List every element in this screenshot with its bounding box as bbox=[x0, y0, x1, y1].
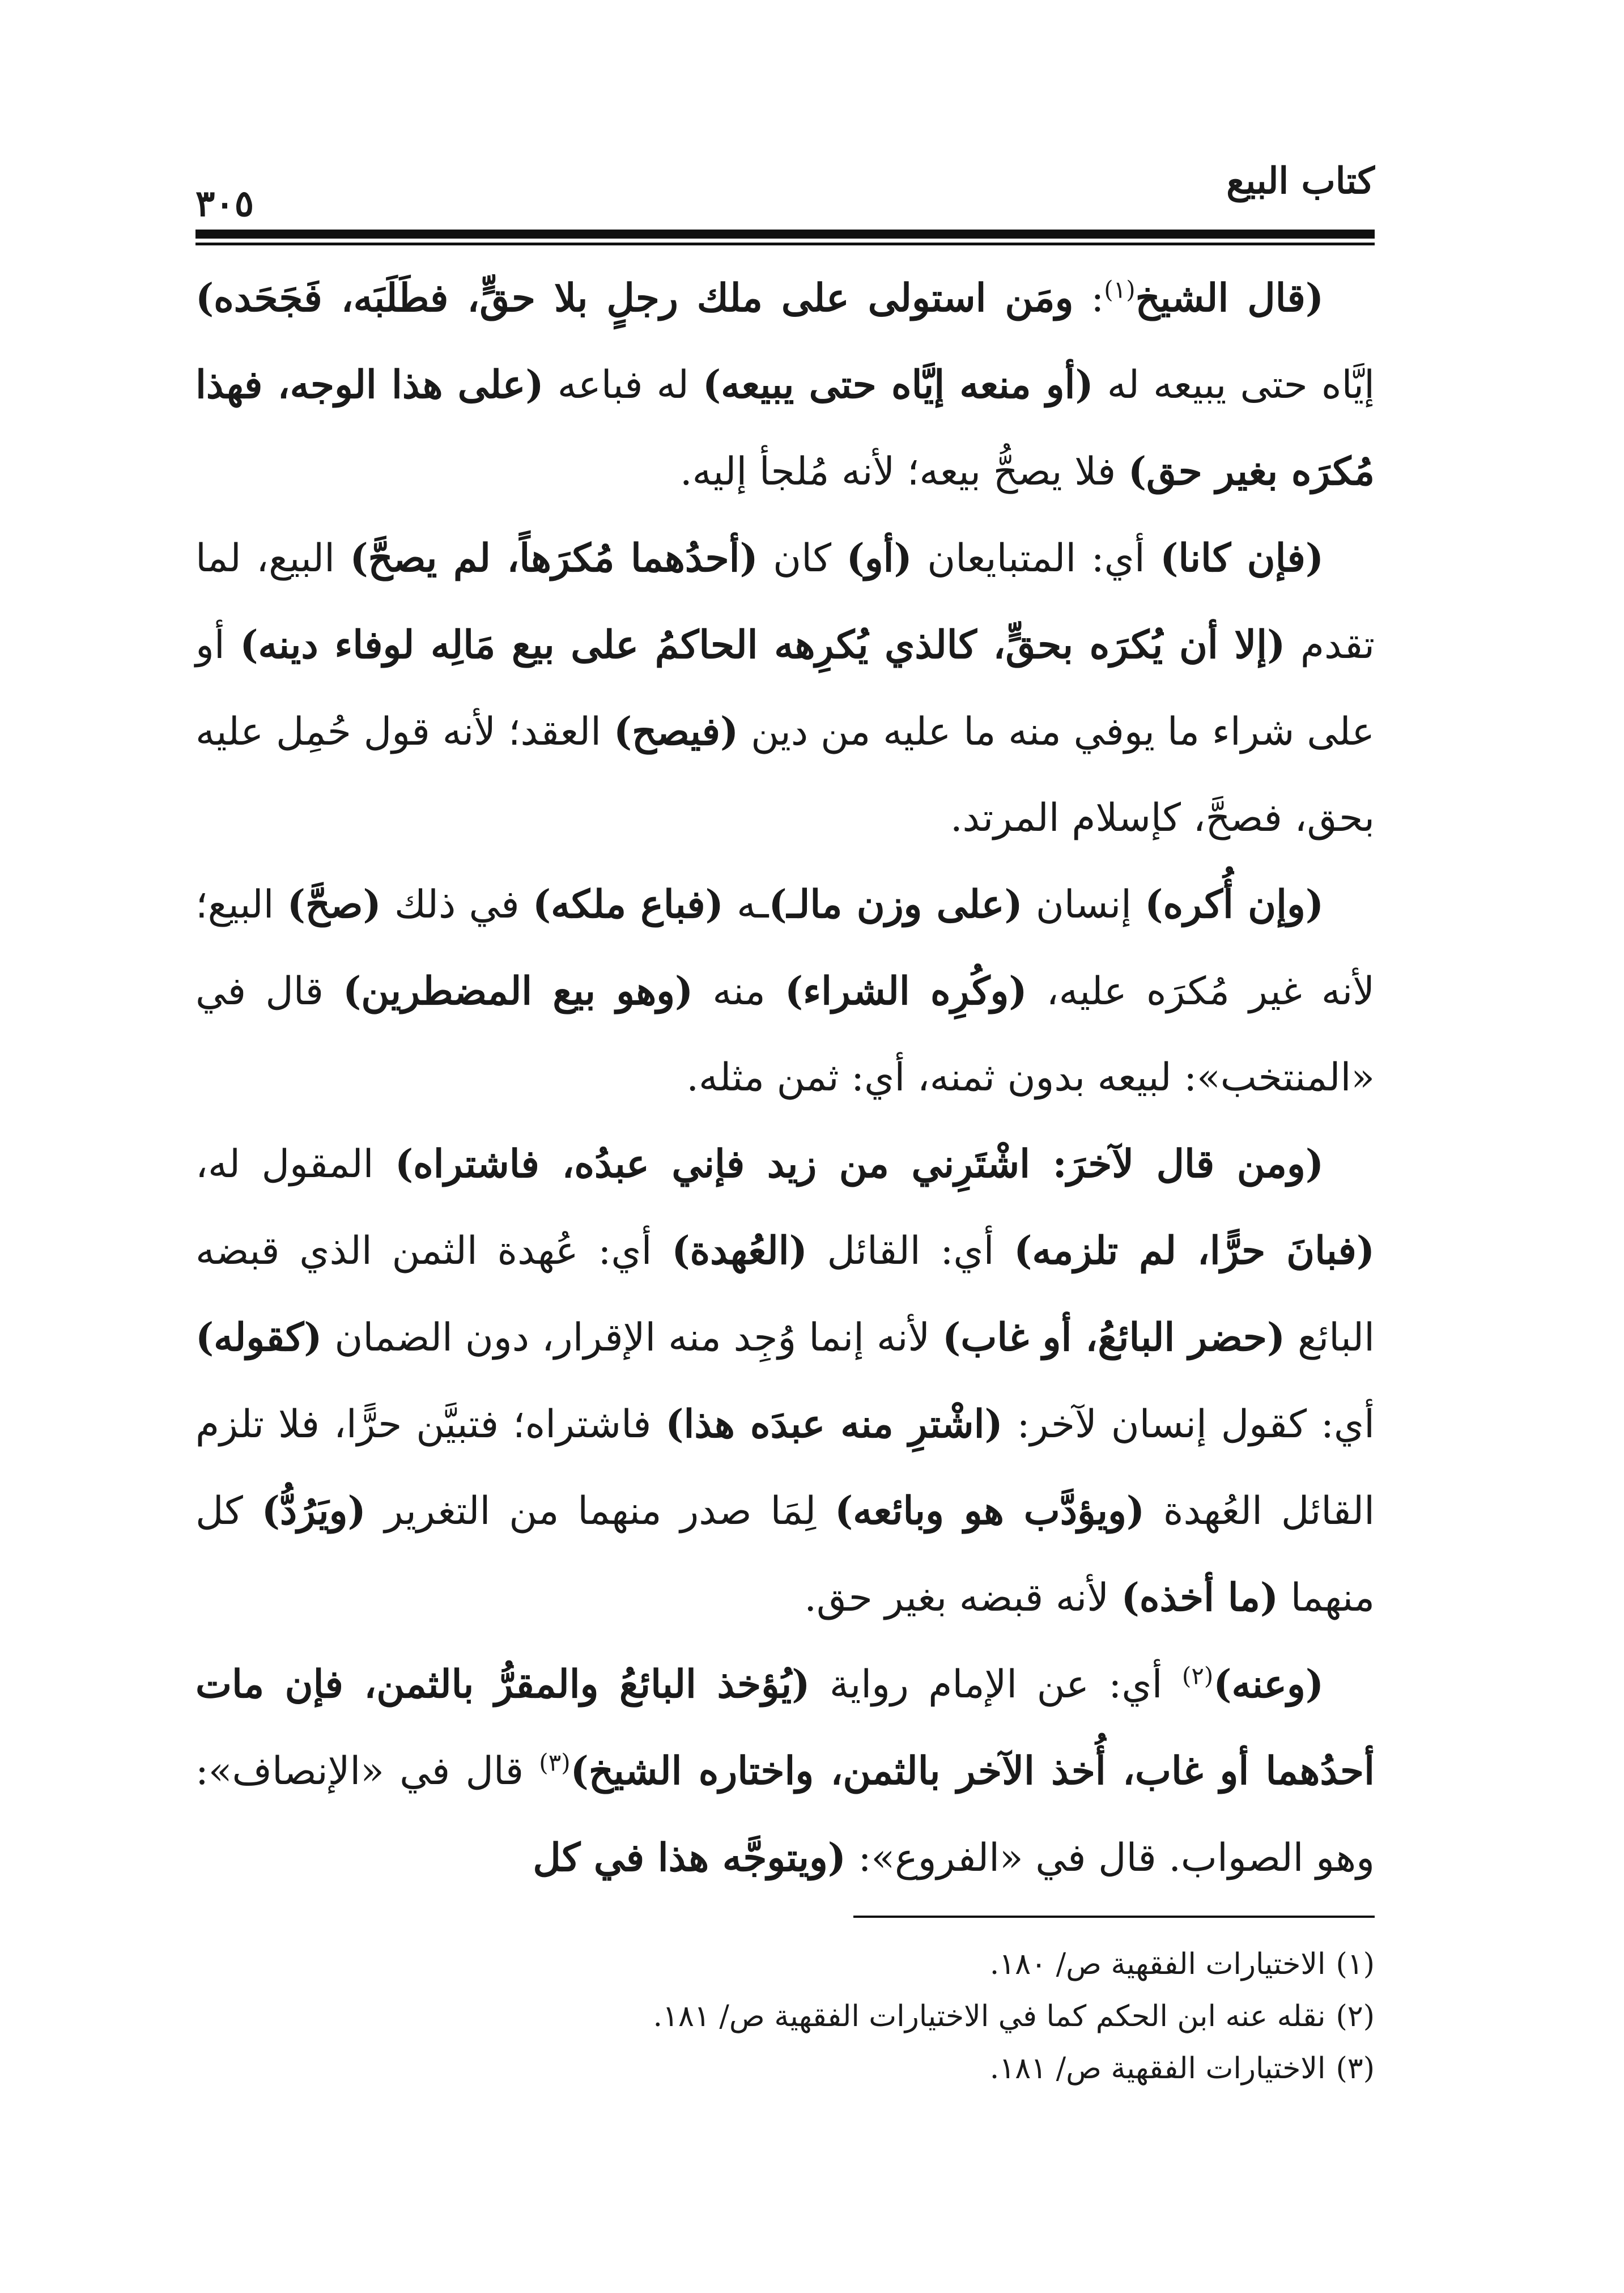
footnote-number: (١) bbox=[1336, 1947, 1375, 1981]
commentary-text: فاشتراه؛ فتبيَّن حرًّا، فلا تلزم القائل العُهدة bbox=[195, 1402, 1375, 1534]
commentary-text: لِمَا صدر منهما من التغرير bbox=[365, 1489, 835, 1534]
matn-text: (وعنه) bbox=[1213, 1662, 1324, 1707]
matn-text: (ومن قال لآخرَ: اشْتَرِني من زيد فإني عبدُه، فاشتراه) bbox=[394, 1141, 1324, 1187]
matn-text: (أحدُهما مُكرَهاً، لم يصحَّ) bbox=[350, 536, 758, 581]
commentary-text: أي: القائل bbox=[807, 1229, 1014, 1273]
footnote-number: (٢) bbox=[1336, 1999, 1375, 2033]
matn-text: (فباع ملكه) bbox=[532, 882, 724, 927]
commentary-text: المقول له، bbox=[195, 1142, 395, 1187]
body-paragraph bbox=[195, 255, 1375, 515]
commentary-text: أي: عُهدة الثمن الذي قبضه البائع bbox=[195, 1229, 1375, 1360]
commentary-text: لأنه قبضه بغير حق. bbox=[804, 1576, 1121, 1620]
matn-text: (ويَرُدُّ) bbox=[261, 1488, 366, 1534]
body-text bbox=[195, 255, 1375, 1901]
commentary-text: منه bbox=[693, 969, 785, 1014]
page-number: ٣٠٥ bbox=[195, 182, 254, 225]
matn-text: (كقوله) bbox=[195, 1315, 322, 1360]
book-title: كتاب البيع bbox=[1226, 160, 1375, 202]
footnote-text: الاختيارات الفقهية ص/ ١٨١. bbox=[989, 2052, 1326, 2086]
footnote bbox=[195, 1938, 1375, 1990]
commentary-text: البيع؛ لأنه غير مُكرَه عليه، bbox=[195, 882, 1375, 1014]
matn-text: (يُؤخذ البائعُ والمقرُّ بالثمن، فإن مات أحدُهما أو غاب، أُخذ الآخر بالثمن، واختاره الشيخ) bbox=[195, 1662, 1375, 1794]
commentary-text: في ذلك bbox=[381, 882, 533, 927]
body-paragraph bbox=[195, 515, 1375, 861]
footnote-reference: (٢) bbox=[1181, 1662, 1214, 1690]
footnote bbox=[195, 1990, 1375, 2043]
body-paragraph bbox=[195, 1121, 1375, 1641]
commentary-text: البيع، لما تقدم bbox=[195, 536, 1375, 668]
footnote-reference: (٣) bbox=[539, 1748, 571, 1777]
commentary-text: ـه bbox=[723, 882, 769, 927]
running-header bbox=[195, 152, 1375, 225]
matn-text: (حضر البائعُ، أو غاب) bbox=[942, 1315, 1286, 1360]
commentary-text: فلا يصحُّ بيعه؛ لأنه مُلجأ إليه. bbox=[680, 449, 1128, 494]
matn-text: (وإن أُكره) bbox=[1145, 882, 1324, 927]
matn-text: (على هذا الوجه، فهذا مُكرَه بغير حق) bbox=[195, 362, 1375, 494]
commentary-text: إنسان bbox=[1022, 882, 1145, 927]
matn-text: (فإن كانا) bbox=[1160, 536, 1324, 581]
commentary-text: : bbox=[1073, 276, 1104, 321]
commentary-text: أي: المتبايعان bbox=[912, 536, 1160, 581]
commentary-text: أي: كقول إنسان لآخر: bbox=[1002, 1402, 1375, 1447]
commentary-text: إيَّاه حتى يبيعه له bbox=[1093, 363, 1375, 407]
matn-text: (صحَّ) bbox=[287, 882, 381, 927]
matn-text: (قال الشيخ bbox=[1135, 275, 1324, 321]
matn-text: (إلا أن يُكرَه بحقٍّ، كالذي يُكرِهه الحاكمُ على بيع مَالِه لوفاء دينه) bbox=[240, 622, 1286, 668]
commentary-text: قال في «المنتخب»: لبيعه بدون ثمنه، أي: ثمن مثله. bbox=[195, 969, 1375, 1100]
matn-text: (العُهدة) bbox=[671, 1228, 807, 1273]
commentary-text: كل منهما bbox=[195, 1489, 1375, 1620]
footnote-reference: (١) bbox=[1104, 275, 1136, 304]
matn-text: (وكُرِه الشراء) bbox=[784, 969, 1027, 1014]
matn-text: (فيصح) bbox=[613, 709, 739, 754]
footnote-number: (٣) bbox=[1336, 2052, 1375, 2086]
matn-text: (اشْترِ منه عبدَه هذا) bbox=[665, 1402, 1003, 1447]
footnote-text: الاختيارات الفقهية ص/ ١٨٠. bbox=[989, 1947, 1326, 1981]
footnote-separator bbox=[853, 1916, 1375, 1918]
matn-text: (أو) bbox=[846, 536, 912, 581]
header-rule-thick bbox=[195, 230, 1375, 239]
commentary-text: العقد؛ لأنه قول حُمِل عليه بحق، فصحَّ، كإسلام المرتد. bbox=[195, 710, 1375, 840]
matn-text: (أو منعه إيَّاه حتى يبيعه) bbox=[702, 362, 1094, 407]
footnote-text: نقله عنه ابن الحكم كما في الاختيارات الفقهية ص/ ١٨١. bbox=[653, 1999, 1326, 2033]
commentary-text: كان bbox=[758, 536, 847, 581]
footnotes bbox=[195, 1938, 1375, 2095]
matn-text: (ما أخذه) bbox=[1121, 1575, 1279, 1620]
matn-text: (فبانَ حرًّا، لم تلزمه) bbox=[1014, 1228, 1375, 1273]
footnote bbox=[195, 2043, 1375, 2095]
matn-text: (وهو بيع المضطرين) bbox=[343, 969, 694, 1014]
matn-text: ومَن استولى على ملك رجلٍ بلا حقٍّ، فطَلَبَه، فَجَحَده) bbox=[195, 275, 1074, 321]
matn-text: (على وزن مالـ) bbox=[768, 882, 1023, 927]
matn-text: (ويتوجَّه هذا في كل bbox=[533, 1835, 846, 1880]
matn-text: (ويؤدَّب هو وبائعه) bbox=[835, 1488, 1145, 1534]
header-rule-thin bbox=[195, 243, 1375, 245]
commentary-text: أي: عن الإمام رواية bbox=[810, 1662, 1182, 1707]
commentary-text: أو على شراء ما يوفي منه ما عليه من دين bbox=[195, 623, 1375, 754]
commentary-text: قال في «الإنصاف»: وهو الصواب. قال في «الفروع»: bbox=[195, 1749, 1375, 1880]
commentary-text: لأنه إنما وُجِد منه الإقرار، دون الضمان bbox=[322, 1315, 943, 1360]
body-paragraph bbox=[195, 861, 1375, 1121]
commentary-text: له فباعه bbox=[543, 363, 703, 407]
body-paragraph bbox=[195, 1641, 1375, 1901]
